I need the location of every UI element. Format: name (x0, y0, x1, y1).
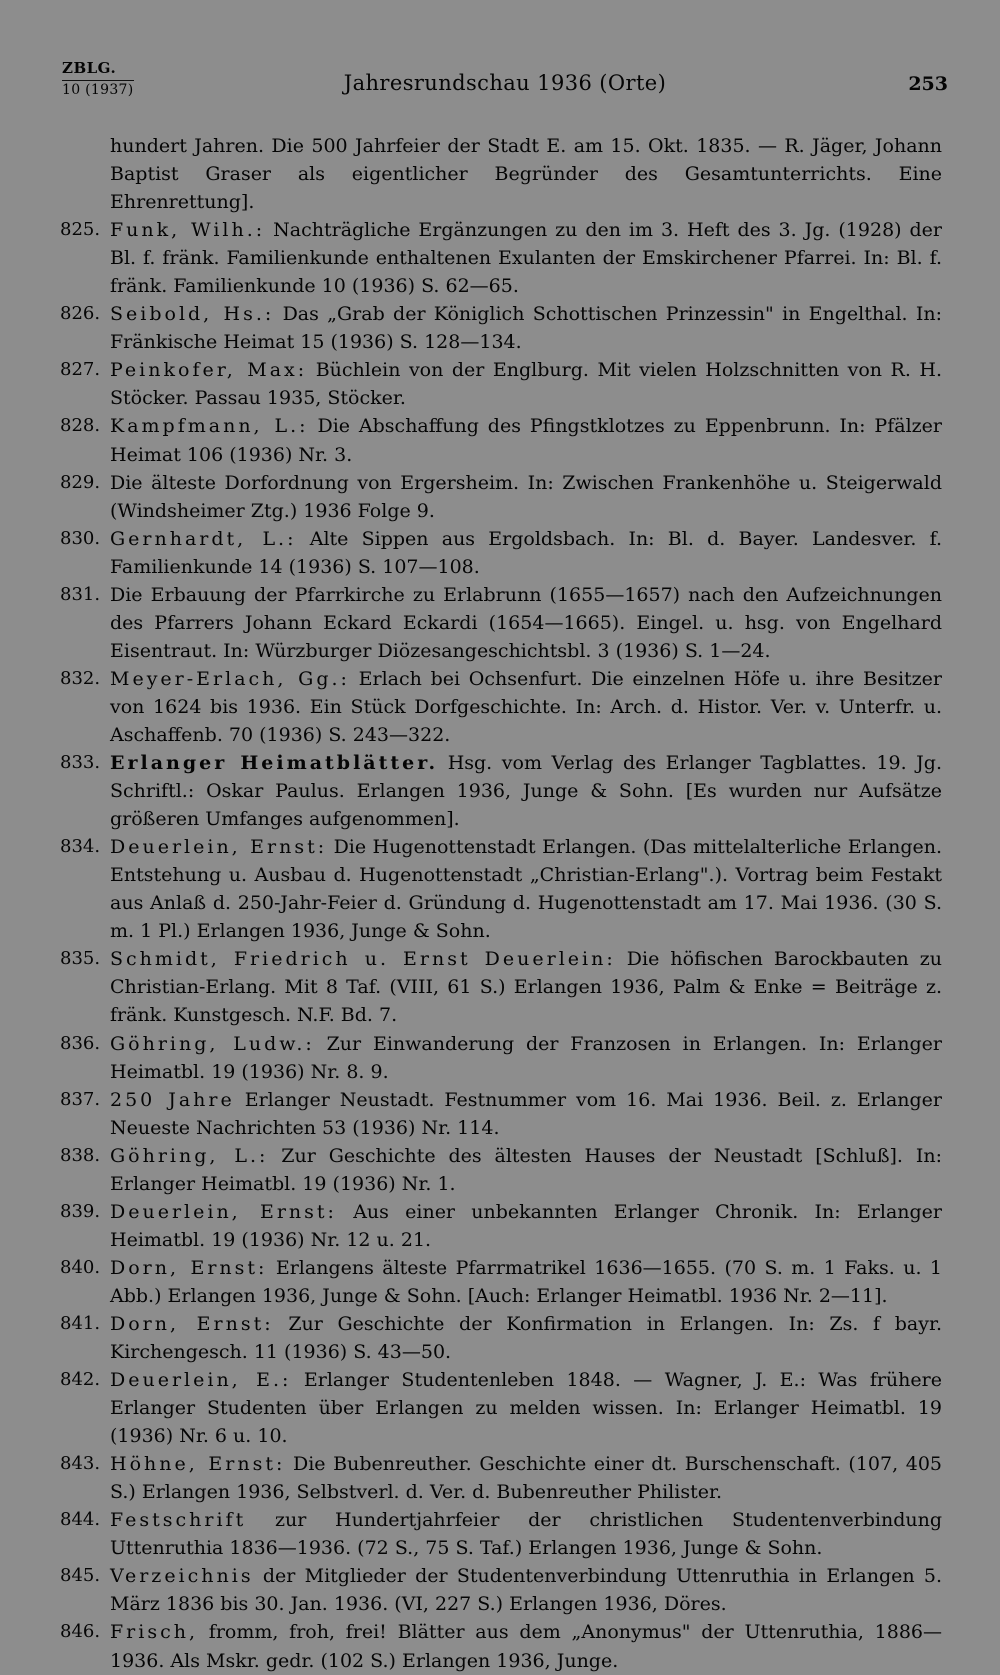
bibliography-entry (60, 1198, 942, 1254)
entry-number: 830. (60, 527, 101, 549)
bibliography-entry (60, 469, 942, 525)
entry-number: 843. (60, 1453, 101, 1475)
journal-volume: 10 (1937) (62, 82, 134, 98)
entry-text: Erlach bei Ochsenfurt. Die einzelnen Höfe u. ihre Besitzer von 1624 bis 1936. Ein Stück Dorfgeschichte. In: Arch. d. Histor. Ver. v. Unterfr. u. Aschaffenb. 70 (1936) S. 243—322. (110, 667, 942, 746)
entry-text: Die Hugenottenstadt Erlangen. (Das mittelalterliche Erlangen. Entstehung u. Ausbau d. Hugenottenstadt „Christian-Erlang".). Vortrag beim Festakt aus Anlaß d. 250-Jahr-Feier d. Gründung d. Hugenottenstadt am 17. Mai 1936. (30 S. m. 1 Pl.) Erlangen 1936, Junge & Sohn. (110, 836, 942, 943)
bibliography-entry (60, 300, 942, 356)
entry-number: 838. (60, 1144, 101, 1166)
entry-text: fromm, froh, frei! Blätter aus dem „Anonymus" der Uttenruthia, 1886—1936. Als Mskr. gedr. (102 S.) Erlangen 1936, Junge. (110, 1621, 942, 1672)
entry-text: Hsg. vom Verlag des Erlanger Tagblattes. 19. Jg. Schriftl.: Oskar Paulus. Erlangen 1936, Junge & Sohn. [Es wurden nur Aufsätze größeren Umfanges aufgenommen]. (110, 752, 942, 831)
journal-abbreviation: ZBLG. (62, 59, 117, 77)
entry-number: 832. (60, 667, 101, 689)
bibliography-entry (60, 412, 942, 468)
entry-number: 825. (60, 219, 101, 241)
entry-author: Schmidt, Friedrich u. Ernst Deuerlein: (110, 948, 616, 971)
bibliography-entry (60, 1366, 942, 1450)
bibliography-entry (60, 356, 942, 412)
bibliography-entry (60, 581, 942, 665)
entry-text: Zur Geschichte der Konfirmation in Erlangen. In: Zs. f bayr. Kirchengesch. 11 (1936) S. 43—50. (110, 1312, 942, 1364)
entry-author: Erlanger Heimatblätter. (110, 752, 439, 775)
entry-number: 834. (60, 836, 101, 858)
entry-author: Deuerlein, Ernst: (110, 1200, 337, 1223)
entry-author: 250 Jahre (110, 1088, 235, 1111)
entry-text: Die älteste Dorfordnung von Ergersheim. In: Zwischen Frankenhöhe u. Steigerwald (Windsheimer Ztg.) 1936 Folge 9. (110, 471, 942, 522)
entry-author: Gernhardt, L.: (110, 527, 297, 550)
entry-number: 842. (60, 1369, 101, 1391)
entry-text: Erlangens älteste Pfarrmatrikel 1636—1655. (70 S. m. 1 Faks. u. 1 Abb.) Erlangen 1936, Junge & Sohn. [Auch: Erlanger Heimatbl. 1936 Nr. 2—11]. (110, 1256, 943, 1307)
bibliography-entry (60, 1310, 942, 1366)
bibliography-entry (60, 1142, 942, 1198)
entry-text: Erlanger Studentenleben 1848. — Wagner, J. E.: Was frühere Erlanger Studenten über Erlangen zu melden wissen. In: Erlanger Heimatbl. 19 (1936) Nr. 6 u. 10. (110, 1369, 942, 1448)
bibliography-entry (60, 1506, 942, 1562)
entry-text: Nachträgliche Ergänzungen zu den im 3. Heft des 3. Jg. (1928) der Bl. f. fränk. Familienkunde enthaltenen Exulanten der Emskirchener Pfarrei. In: Bl. f. fränk. Familienkunde 10 (1936) S. 62—65. (110, 219, 943, 298)
bibliography-entry (60, 1562, 942, 1618)
entry-author: Dorn, Ernst: (110, 1256, 268, 1279)
entry-text: hundert Jahren. Die 500 Jahrfeier der Stadt E. am 15. Okt. 1835. — R. Jäger, Johann Baptist Graser als eigentlicher Begründer des Gesamtunterrichts. Eine Ehrenrettung]. (110, 135, 942, 214)
entry-text: der Mitglieder der Studentenverbindung Uttenruthia in Erlangen 5. März 1836 bis 30. Jan. 1936. (VI, 227 S.) Erlangen 1936, Döres. (110, 1565, 942, 1616)
entry-number: 841. (60, 1312, 101, 1334)
bibliography-entry (60, 749, 942, 833)
entry-text: Erlanger Neustadt. Festnummer vom 16. Mai 1936. Beil. z. Erlanger Neueste Nachrichten 53 (1936) Nr. 114. (110, 1088, 943, 1139)
entry-author: Peinkofer, Max: (110, 359, 308, 382)
entry-text: Alte Sippen aus Ergoldsbach. In: Bl. d. Bayer. Landesver. f. Familienkunde 14 (1936) S. 107—108. (110, 527, 943, 578)
entry-text: Zur Einwanderung der Franzosen in Erlangen. In: Erlanger Heimatbl. 19 (1936) Nr. 8. 9. (110, 1032, 942, 1083)
entry-text: Büchlein von der Englburg. Mit vielen Holzschnitten von R. H. Stöcker. Passau 1935, Stöcker. (110, 359, 942, 410)
entry-number: 828. (60, 415, 101, 437)
entry-text: zur Hundertjahrfeier der christlichen Studentenverbindung Uttenruthia 1836—1936. (72 S., 75 S. Taf.) Erlangen 1936, Junge & Sohn. (110, 1509, 942, 1560)
entry-number: 845. (60, 1565, 101, 1587)
entry-author: Festschrift (110, 1509, 247, 1532)
bibliography-entry (60, 1086, 942, 1142)
entry-author: Verzeichnis (110, 1565, 254, 1588)
entry-number: 846. (60, 1621, 101, 1643)
entry-text: Die Bubenreuther. Geschichte einer dt. Burschenschaft. (107, 405 S.) Erlangen 1936, Selbstverl. d. Ver. d. Bubenreuther Philister. (110, 1453, 943, 1504)
entry-number: 833. (60, 752, 101, 774)
entry-author: Deuerlein, E.: (110, 1369, 292, 1392)
entry-text: Die Erbauung der Pfarrkirche zu Erlabrunn (1655—1657) nach den Aufzeichnungen des Pfarrers Johann Eckard Eckardi (1654—1665). Eingel. u. hsg. von Engelhard Eisentraut. In: Würzburger Diözesangeschichtsbl. 3 (1936) S. 1—24. (110, 583, 942, 662)
entry-number: 844. (60, 1509, 101, 1531)
entry-text: Die höfischen Barockbauten zu Christian-Erlang. Mit 8 Taf. (VIII, 61 S.) Erlangen 1936, Palm & Enke = Beiträge z. fränk. Kunstgesch. N.F. Bd. 7. (110, 948, 943, 1027)
bibliography-entry (60, 1254, 942, 1310)
bibliography-entry (60, 665, 942, 749)
bibliography-text (60, 132, 942, 1675)
entry-author: Funk, Wilh.: (110, 219, 266, 242)
entry-number: 839. (60, 1200, 101, 1222)
entry-author: Deuerlein, Ernst: (110, 836, 328, 859)
entry-number: 837. (60, 1088, 101, 1110)
entry-number: 836. (60, 1032, 101, 1054)
entry-number: 840. (60, 1256, 101, 1278)
page-number: 253 (908, 73, 948, 95)
entry-number: 831. (60, 583, 101, 605)
entry-author: Seibold, Hs.: (110, 303, 275, 326)
entry-author: Göhring, Ludw.: (110, 1032, 315, 1055)
entry-number: 827. (60, 359, 101, 381)
page-header (60, 58, 950, 108)
bibliography-entry (60, 216, 942, 300)
entry-author: Dorn, Ernst: (110, 1312, 274, 1335)
entry-number: 835. (60, 948, 101, 970)
bibliography-entry (60, 833, 942, 945)
entry-author: Kampfmann, L.: (110, 415, 309, 438)
entry-text: Aus einer unbekannten Erlanger Chronik. In: Erlanger Heimatbl. 19 (1936) Nr. 12 u. 21. (110, 1200, 942, 1251)
page (60, 0, 950, 1674)
entry-number: 829. (60, 471, 101, 493)
entry-author: Meyer-Erlach, Gg.: (110, 667, 350, 690)
entry-author: Höhne, Ernst: (110, 1453, 286, 1476)
bibliography-entry (60, 1618, 942, 1674)
bibliography-entry (60, 945, 942, 1029)
entry-text: Zur Geschichte des ältesten Hauses der Neustadt [Schluß]. In: Erlanger Heimatbl. 19 (1936) Nr. 1. (110, 1144, 942, 1195)
bibliography-entry (60, 1030, 942, 1086)
continuation-paragraph (60, 132, 942, 216)
entry-author: Frisch, (110, 1621, 199, 1644)
entry-text: Die Abschaffung des Pfingstklotzes zu Eppenbrunn. In: Pfälzer Heimat 106 (1936) Nr. 3. (110, 415, 942, 466)
bibliography-entry (60, 1450, 942, 1506)
entry-text: Das „Grab der Königlich Schottischen Prinzessin" in Engelthal. In: Fränkische Heimat 15 (1936) S. 128—134. (110, 303, 942, 354)
running-title: Jahresrundschau 1936 (Orte) (343, 71, 667, 95)
bibliography-entry (60, 525, 942, 581)
entry-number: 826. (60, 303, 101, 325)
entry-author: Göhring, L.: (110, 1144, 269, 1167)
